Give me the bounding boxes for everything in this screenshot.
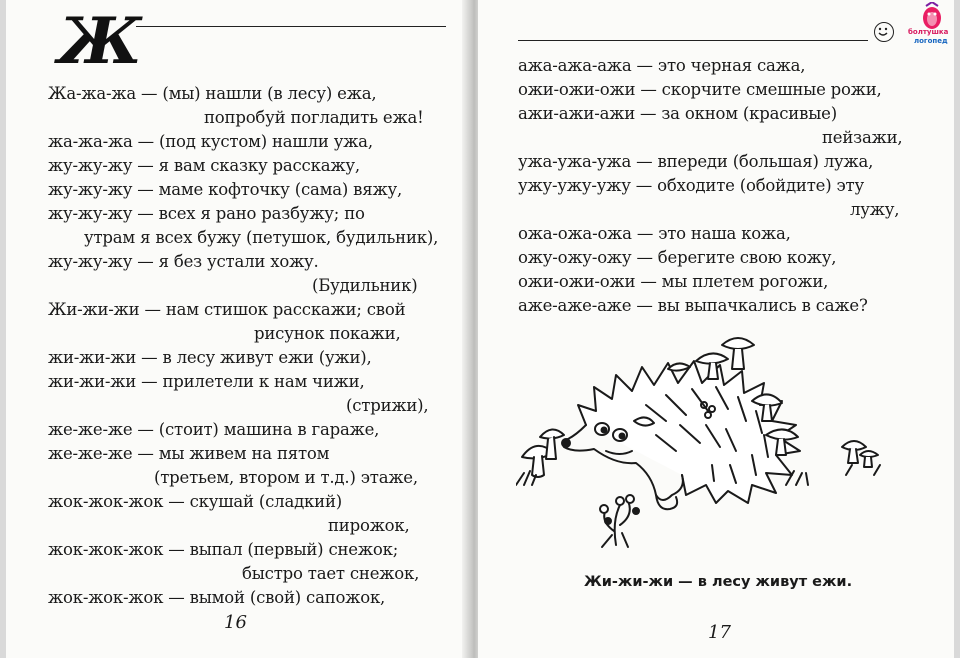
text-line: пирожок,	[328, 516, 410, 535]
text-line: жок-жок-жок — вымой (свой) сапожок,	[48, 588, 386, 607]
text-line: аже-аже-аже — вы выпачкались в саже?	[518, 296, 868, 315]
text-line: быстро тает снежок,	[242, 564, 420, 583]
text-line: Жи-жи-жи — нам стишок расскажи; свой	[48, 300, 406, 319]
text-line: жок-жок-жок — выпал (первый) снежок;	[48, 540, 399, 559]
text-line: жу-жу-жу — всех я рано разбужу; по	[48, 204, 365, 223]
header-rule	[136, 26, 446, 27]
text-line: жу-жу-жу — маме кофточку (сама) вяжу,	[48, 180, 403, 199]
text-line: рисунок покажи,	[254, 324, 401, 343]
text-line: жи-жи-жи — прилетели к нам чижи,	[48, 372, 365, 391]
logo-subtext: логопед	[914, 37, 948, 45]
logo-text: болтушка	[908, 28, 949, 36]
hedgehog-illustration	[516, 325, 896, 560]
text-line: ажа-ажа-ажа — это черная сажа,	[518, 56, 806, 75]
logo-icon	[908, 2, 954, 46]
right-page	[478, 0, 954, 658]
text-line: утрам я всех бужу (петушок, будильник),	[84, 228, 439, 247]
text-line: лужу,	[850, 200, 900, 219]
text-line: Жа-жа-жа — (мы) нашли (в лесу) ежа,	[48, 84, 377, 103]
text-line: ожи-ожи-ожи — скорчите смешные рожи,	[518, 80, 882, 99]
text-line: ужу-ужу-ужу — обходите (обойдите) эту	[518, 176, 864, 195]
text-line: ожи-ожи-ожи — мы плетем рогожи,	[518, 272, 829, 291]
text-line: жу-жу-жу — я вам сказку расскажу,	[48, 156, 360, 175]
text-line: пейзажи,	[822, 128, 903, 147]
text-line: (Будильник)	[312, 276, 418, 295]
text-line: (третьем, втором и т.д.) этаже,	[154, 468, 418, 487]
text-line: ожа-ожа-ожа — это наша кожа,	[518, 224, 791, 243]
text-line: ажи-ажи-ажи — за окном (красивые)	[518, 104, 837, 123]
header-rule	[518, 40, 868, 41]
text-line: (стрижи),	[346, 396, 429, 415]
left-page	[6, 0, 468, 658]
text-line: жа-жа-жа — (под кустом) нашли ужа,	[48, 132, 373, 151]
page-number: 17	[708, 622, 731, 643]
smiley-icon	[874, 22, 894, 42]
text-line: ожу-ожу-ожу — берегите свою кожу,	[518, 248, 837, 267]
text-line: попробуй погладить ежа!	[204, 108, 424, 127]
chapter-letter: Ж	[58, 4, 142, 79]
illustration-caption: Жи-жи-жи — в лесу живут ежи.	[584, 574, 853, 590]
page-number: 16	[224, 612, 247, 633]
text-line: ужа-ужа-ужа — впереди (большая) лужа,	[518, 152, 874, 171]
text-line: жи-жи-жи — в лесу живут ежи (ужи),	[48, 348, 372, 367]
text-line: жу-жу-жу — я без устали хожу.	[48, 252, 319, 271]
text-line: же-же-же — мы живем на пятом	[48, 444, 330, 463]
text-line: же-же-же — (стоит) машина в гараже,	[48, 420, 380, 439]
text-line: жок-жок-жок — скушай (сладкий)	[48, 492, 342, 511]
